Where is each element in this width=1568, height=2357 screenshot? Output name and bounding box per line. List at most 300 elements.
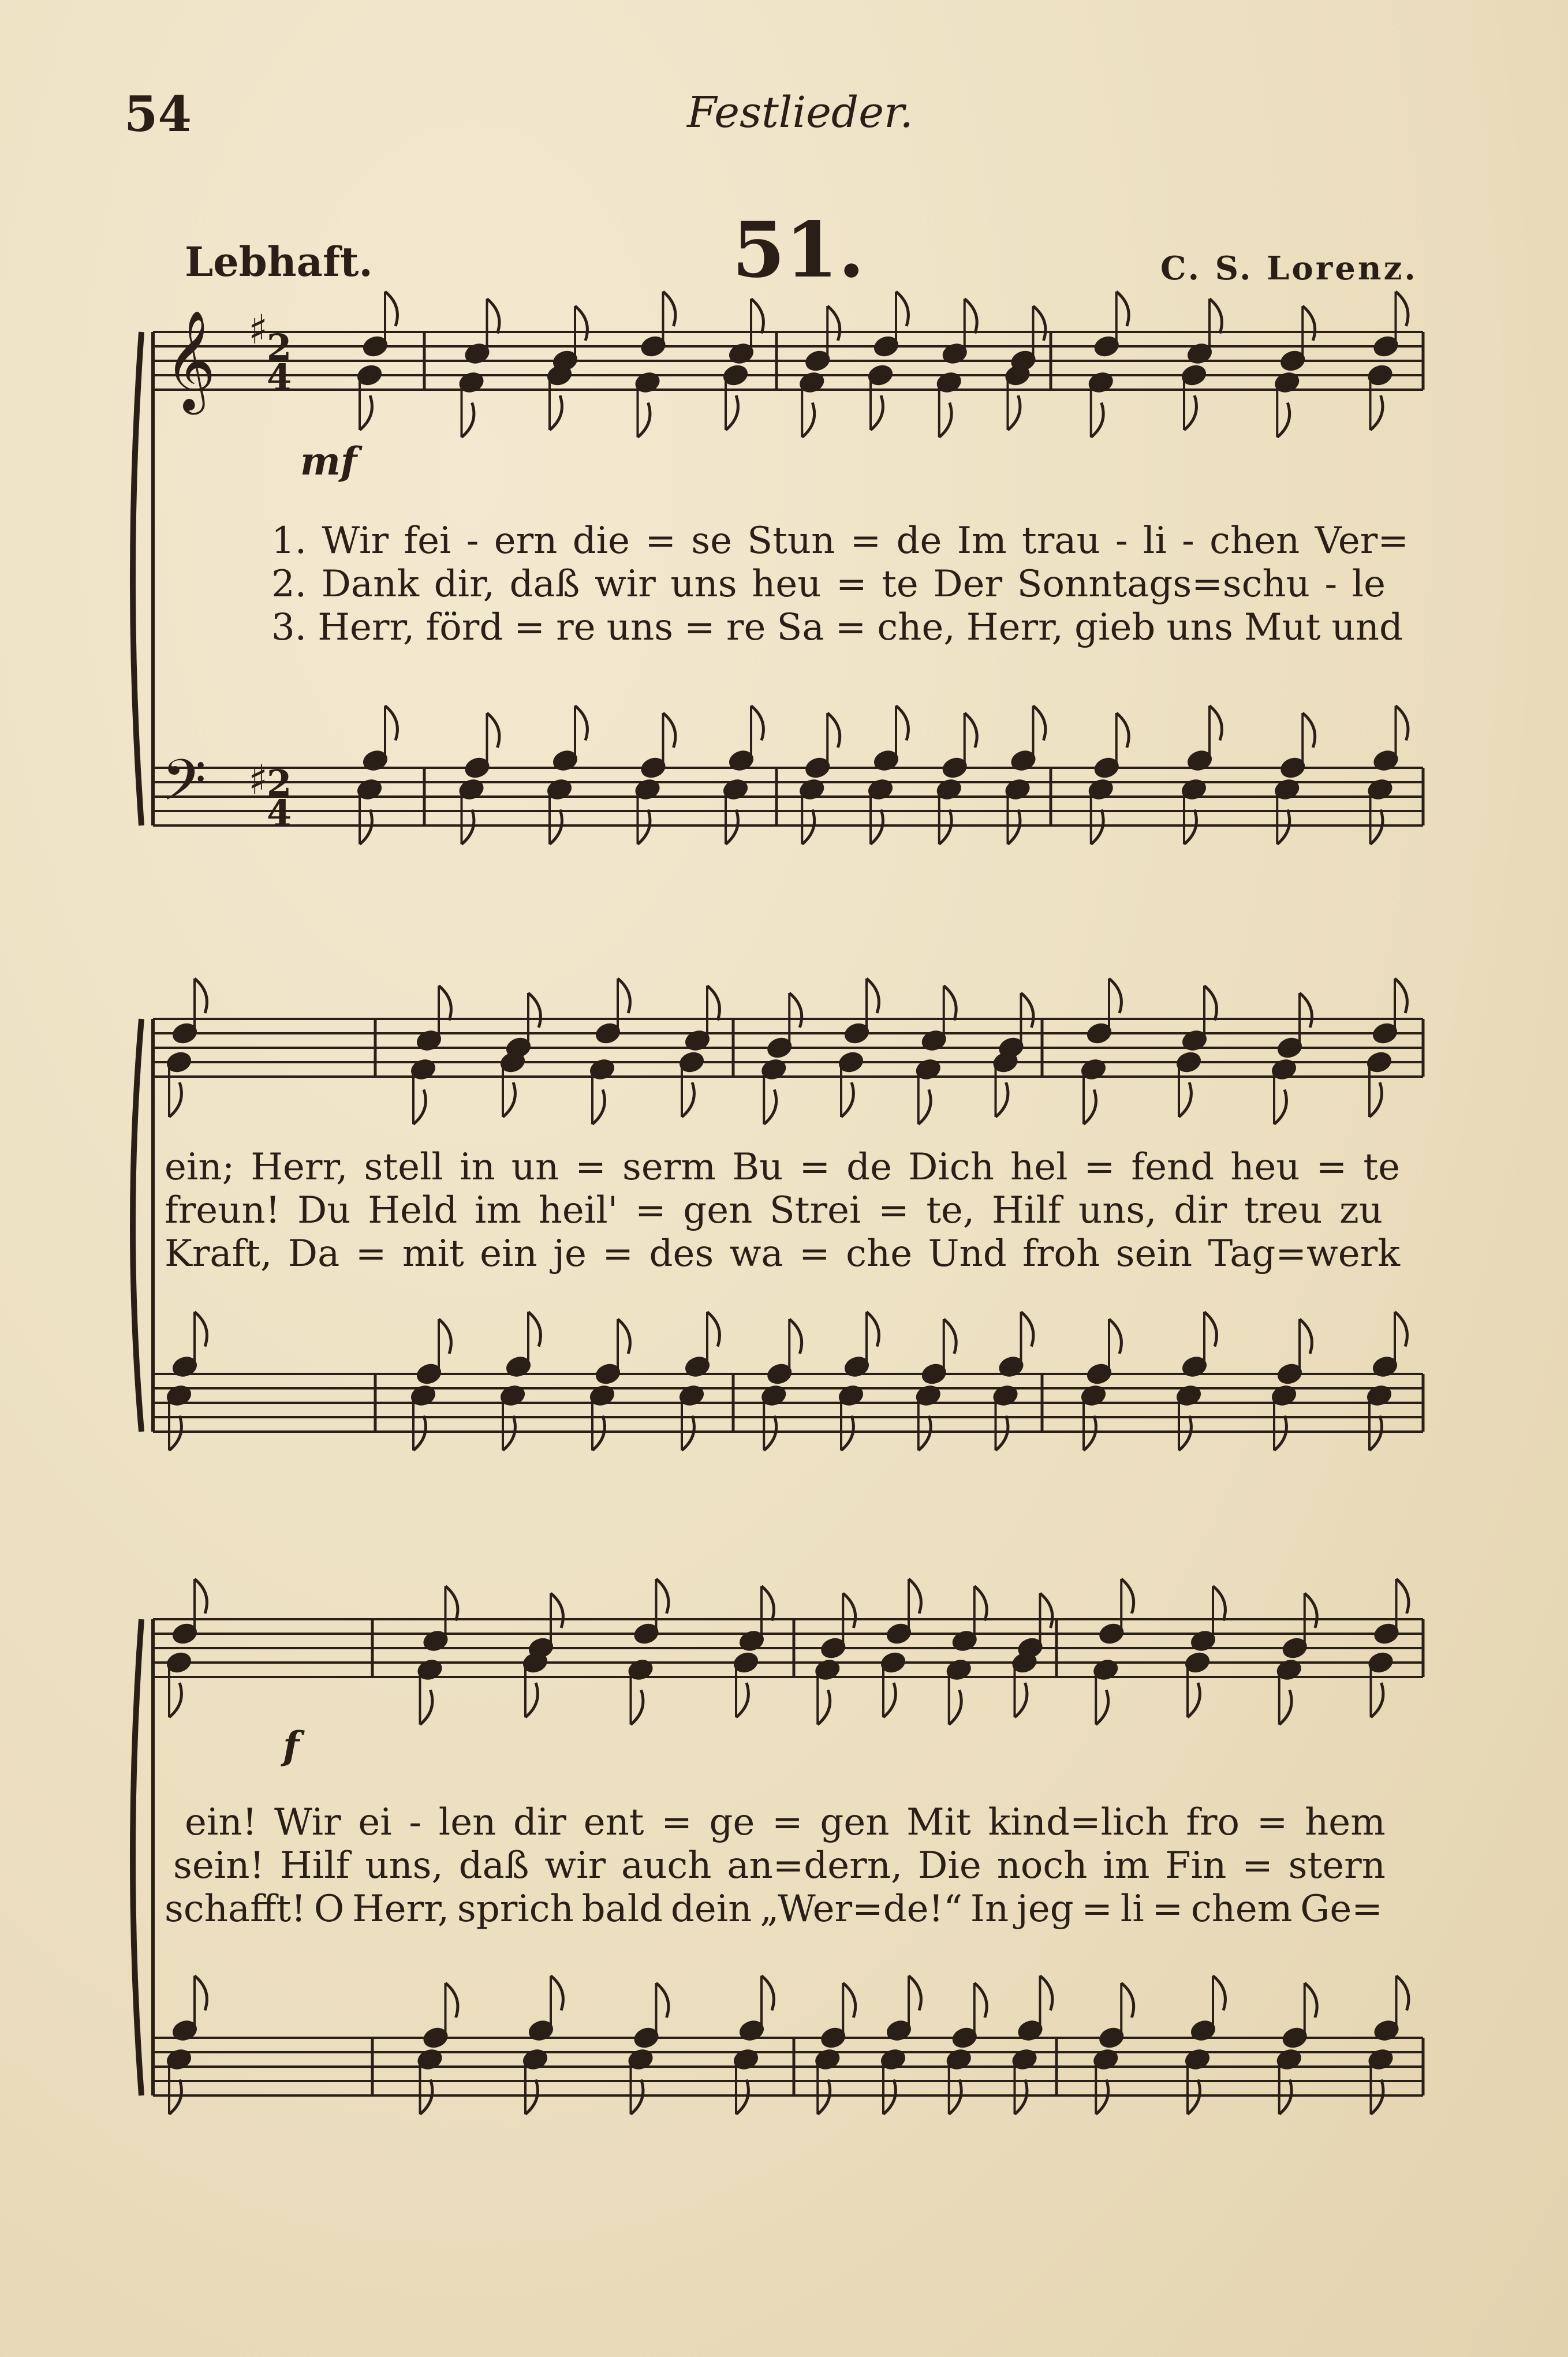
lyric-word: Die <box>918 1844 981 1887</box>
lyric-word: = <box>645 520 676 562</box>
lyric-word: 3. <box>271 606 307 649</box>
lyric-word: le <box>1352 563 1386 606</box>
note-flag <box>1096 2080 1108 2115</box>
lyric-line <box>165 1232 1400 1275</box>
lyric-line <box>173 1844 1386 1887</box>
lyric-word: = <box>835 606 867 649</box>
lyric-word: te <box>1363 1146 1400 1189</box>
lyric-word: Sa <box>776 606 824 649</box>
lyric-word: re <box>726 606 766 649</box>
note-flag <box>413 1416 425 1451</box>
note-flag <box>1204 986 1216 1021</box>
lyric-line <box>165 1888 1383 1930</box>
note-flag <box>944 1319 956 1354</box>
lyric-word: heu <box>752 563 822 606</box>
lyric-word: die <box>572 520 630 562</box>
lyric-word: Ge= <box>1300 1888 1383 1930</box>
note-flag <box>1015 2080 1027 2115</box>
lyric-word: fro <box>1186 1801 1240 1844</box>
lyric-word: = <box>1084 1146 1115 1189</box>
lyric-word: chem <box>1190 1888 1293 1930</box>
lyric-word: im <box>474 1189 522 1232</box>
lyric-word: fei <box>404 520 451 562</box>
system-brace <box>133 1619 141 2095</box>
lyric-word: = <box>1152 1888 1184 1930</box>
lyric-word: Mut <box>1244 606 1321 649</box>
lyric-word: Kraft, <box>165 1232 272 1275</box>
note-flag <box>1179 1082 1191 1117</box>
lyric-word: in <box>459 1146 495 1189</box>
lyric-word: Strei <box>769 1189 861 1232</box>
note-flag <box>195 978 207 1013</box>
note-flag <box>1096 1690 1108 1725</box>
lyric-word: uns <box>670 563 737 606</box>
lyric-word: wir <box>544 1844 606 1887</box>
note-flag <box>487 713 499 748</box>
lyric-word: = <box>1242 1844 1273 1887</box>
lyric-word: sprich <box>457 1888 574 1930</box>
lyric-word: = <box>1316 1146 1347 1189</box>
lyric-word: de <box>896 520 942 562</box>
note-flag <box>726 810 738 845</box>
lyric-word: zu <box>1339 1189 1383 1232</box>
lyric-word: - <box>1115 520 1128 562</box>
time-signature-top: 2 <box>267 762 292 804</box>
note-flag <box>996 1082 1008 1117</box>
note-flag <box>446 1983 458 2018</box>
note-flag <box>1084 1416 1096 1451</box>
lyric-word: - <box>1182 520 1194 562</box>
note-flag <box>1300 1319 1312 1354</box>
lyric-word: len <box>438 1801 496 1844</box>
lyric-word: Tag=werk <box>1208 1232 1400 1275</box>
note-flag <box>663 713 675 748</box>
note-flag <box>169 1683 181 1717</box>
lyric-word: ein <box>480 1232 537 1275</box>
tempo-marking: Lebhaft. <box>185 238 373 286</box>
note-flag <box>939 810 951 845</box>
note-flag <box>618 978 630 1013</box>
lyric-word: = <box>1081 1888 1113 1930</box>
lyric-word: dein <box>670 1888 752 1930</box>
lyric-word: Da <box>288 1232 340 1275</box>
lyric-word: ein; <box>165 1146 235 1189</box>
note-flag <box>1179 1416 1191 1451</box>
note-flag <box>1274 1416 1286 1451</box>
note-flag <box>1302 713 1315 748</box>
note-flag <box>446 1586 458 1621</box>
note-flag <box>1040 1976 1052 2011</box>
note-flag <box>707 1312 719 1347</box>
note-flag <box>1397 1976 1409 2011</box>
note-flag <box>550 810 562 845</box>
note-flag <box>195 1312 207 1347</box>
lyric-word: hem <box>1305 1801 1386 1844</box>
note-flag <box>841 1416 853 1451</box>
lyric-word: - <box>409 1801 422 1844</box>
note-flag <box>503 1416 515 1451</box>
note-flag <box>385 292 397 326</box>
lyric-word: Sonntags=schu <box>1017 563 1310 606</box>
note-flag <box>919 1090 931 1125</box>
note-flag <box>827 306 839 341</box>
lyric-word: un <box>511 1146 559 1189</box>
lyric-word: 2. <box>271 563 307 606</box>
note-flag <box>360 395 372 430</box>
note-flag <box>944 986 956 1021</box>
note-flag <box>965 299 977 334</box>
lyric-word: che <box>846 1232 913 1275</box>
lyric-word: bald <box>581 1888 663 1930</box>
note-flag <box>1008 395 1020 430</box>
note-flag <box>751 299 763 334</box>
lyric-word: = <box>836 563 867 606</box>
note-flag <box>939 403 951 438</box>
lyric-word: ei <box>358 1801 392 1844</box>
lyric-word: serm <box>622 1146 716 1189</box>
note-flag <box>1396 706 1408 741</box>
lyric-word: daß <box>509 563 580 606</box>
lyric-word: li <box>1143 520 1167 562</box>
note-flag <box>1213 1976 1225 2011</box>
lyric-line <box>271 520 1409 562</box>
lyric-word: Du <box>297 1189 351 1232</box>
lyric-word: ent <box>583 1801 644 1844</box>
note-flag <box>1091 403 1103 438</box>
note-flag <box>761 1976 774 2011</box>
lyric-word: förd <box>425 606 503 649</box>
note-flag <box>525 1683 537 1717</box>
lyric-word: mit <box>402 1232 464 1275</box>
note-flag <box>195 1976 207 2011</box>
note-flag <box>1084 1090 1096 1125</box>
note-flag <box>503 1082 515 1117</box>
note-flag <box>896 292 908 326</box>
lyric-word: = <box>878 1189 909 1232</box>
lyric-word: ern <box>494 520 558 562</box>
lyric-word: Dank <box>321 563 420 606</box>
lyric-word: Hilf <box>991 1189 1062 1232</box>
note-flag <box>1277 403 1289 438</box>
lyric-word: jeg <box>1016 1888 1074 1930</box>
note-flag <box>736 1683 748 1717</box>
note-flag <box>871 395 883 430</box>
composer: C. S. Lorenz. <box>1160 249 1418 287</box>
lyric-word: im <box>1103 1844 1150 1887</box>
note-flag <box>1213 1586 1225 1621</box>
sharp-icon: ♯ <box>248 756 268 804</box>
lyric-word: wa <box>729 1232 783 1275</box>
note-flag <box>618 1319 630 1354</box>
note-flag <box>1184 810 1196 845</box>
note-flag <box>592 1090 604 1125</box>
lyric-line <box>165 1146 1400 1189</box>
note-flag <box>169 1416 181 1451</box>
note-flag <box>550 395 562 430</box>
note-flag <box>385 706 397 741</box>
note-flag <box>802 810 814 845</box>
note-flag <box>909 1579 921 1613</box>
note-flag <box>1117 713 1129 748</box>
song-number: 51. <box>732 206 865 295</box>
note-flag <box>1033 706 1046 741</box>
note-flag <box>827 713 839 748</box>
lyric-word: stern <box>1288 1844 1386 1887</box>
note-flag <box>1209 706 1222 741</box>
lyric-word: fend <box>1131 1146 1215 1189</box>
note-flag <box>1305 1593 1317 1628</box>
note-flag <box>1209 299 1222 334</box>
note-flag <box>1184 395 1196 430</box>
lyric-word: schafft! <box>165 1888 306 1930</box>
lyric-word: Hilf <box>279 1844 350 1887</box>
note-flag <box>551 1593 563 1628</box>
note-flag <box>420 2080 432 2115</box>
lyric-word: = <box>684 606 715 649</box>
time-signature-top: 2 <box>267 326 292 368</box>
note-flag <box>413 1090 425 1125</box>
note-flag <box>575 306 587 341</box>
note-flag <box>764 1090 776 1125</box>
lyric-word: Held <box>368 1189 458 1232</box>
note-flag <box>764 1416 776 1451</box>
lyric-word: Herr, <box>352 1888 450 1930</box>
lyric-word: = <box>602 1232 633 1275</box>
lyric-word: heil' <box>538 1189 618 1232</box>
lyric-word: froh <box>1022 1232 1100 1275</box>
note-flag <box>867 1312 879 1347</box>
note-flag <box>843 1593 855 1628</box>
time-signature-bottom: 4 <box>267 356 292 398</box>
note-flag <box>528 1312 540 1347</box>
lyric-word: li <box>1120 1888 1144 1930</box>
lyric-word: chen <box>1209 520 1300 562</box>
note-flag <box>169 1082 181 1117</box>
lyric-word: dir <box>1174 1189 1227 1232</box>
note-flag <box>1015 1683 1027 1717</box>
note-flag <box>1395 978 1407 1013</box>
lyric-word: = <box>514 606 546 649</box>
lyric-word: und <box>1331 606 1403 649</box>
note-flag <box>575 706 587 741</box>
note-flag <box>1109 978 1121 1013</box>
lyric-word: Fin <box>1165 1844 1227 1887</box>
system-brace <box>133 332 141 825</box>
note-flag <box>789 1319 801 1354</box>
lyric-word: Im <box>957 520 1007 562</box>
lyric-word: Herr, <box>251 1146 348 1189</box>
lyric-word: Wir <box>322 520 389 562</box>
note-flag <box>1109 1319 1121 1354</box>
note-flag <box>896 706 908 741</box>
lyric-word: gieb <box>1074 606 1156 649</box>
dynamic-marking: f <box>283 1723 300 1768</box>
note-flag <box>975 1983 987 2018</box>
note-flag <box>1371 1683 1383 1717</box>
lyric-word: dir, <box>434 563 495 606</box>
note-flag <box>638 810 650 845</box>
page-number: 54 <box>124 85 192 143</box>
treble-clef-icon: 𝄞 <box>165 310 216 410</box>
lyric-word: O <box>313 1888 345 1930</box>
note-flag <box>462 403 474 438</box>
note-flag <box>1369 1416 1382 1451</box>
system-brace <box>133 1019 141 1432</box>
note-flag <box>1033 306 1046 341</box>
running-title: Festlieder. <box>687 88 913 137</box>
note-flag <box>736 2080 748 2115</box>
lyric-word: sein! <box>173 1844 265 1887</box>
note-flag <box>487 299 499 334</box>
lyric-word: che, <box>877 606 955 649</box>
note-flag <box>656 1983 669 2018</box>
note-flag <box>551 1976 563 2011</box>
lyric-word: = <box>850 520 882 562</box>
lyric-word: - <box>1324 563 1338 606</box>
lyric-word: = <box>799 1232 830 1275</box>
lyric-word: te <box>882 563 919 606</box>
lyric-word: Stun <box>747 520 835 562</box>
note-flag <box>631 2080 643 2115</box>
note-flag <box>761 1586 774 1621</box>
note-flag <box>1396 292 1408 326</box>
lyric-word: = <box>661 1801 692 1844</box>
lyric-word: 1. <box>271 520 307 562</box>
note-flag <box>817 1690 830 1725</box>
lyric-word: = <box>1256 1801 1288 1844</box>
note-flag <box>1371 395 1383 430</box>
lyric-word: In <box>970 1888 1009 1930</box>
lyric-word: te, <box>926 1189 975 1232</box>
lyric-line <box>165 1189 1383 1232</box>
note-flag <box>592 1416 604 1451</box>
note-flag <box>789 993 801 1028</box>
note-flag <box>707 986 719 1021</box>
note-flag <box>1040 1593 1052 1628</box>
lyric-line <box>271 563 1386 606</box>
note-flag <box>909 1976 921 2011</box>
sharp-icon: ♯ <box>248 306 268 353</box>
lyric-word: Herr, <box>318 606 415 649</box>
note-flag <box>949 2080 961 2115</box>
lyric-word: - <box>466 520 479 562</box>
note-flag <box>751 706 763 741</box>
lyric-word: kind=lich <box>988 1801 1169 1844</box>
note-flag <box>1274 1090 1286 1125</box>
lyric-word: an=dern, <box>727 1844 903 1887</box>
lyric-word: uns <box>1166 606 1233 649</box>
lyric-word: trau <box>1021 520 1100 562</box>
lyric-word: daß <box>458 1844 529 1887</box>
lyric-word: hel <box>1010 1146 1068 1189</box>
time-signature-bottom: 4 <box>267 792 292 834</box>
note-flag <box>1277 810 1289 845</box>
note-flag <box>1121 1579 1133 1613</box>
note-flag <box>883 1683 895 1717</box>
note-flag <box>841 1082 853 1117</box>
note-flag <box>883 2080 895 2115</box>
note-flag <box>919 1416 931 1451</box>
note-flag <box>631 1690 643 1725</box>
lyric-word: je <box>553 1232 587 1275</box>
note-flag <box>682 1416 694 1451</box>
lyric-word: se <box>691 520 732 562</box>
note-flag <box>802 403 814 438</box>
note-flag <box>867 978 879 1013</box>
lyric-word: Herr, <box>966 606 1063 649</box>
note-flag <box>169 2080 181 2115</box>
lyric-word: Mit <box>906 1801 971 1844</box>
note-flag <box>1371 810 1383 845</box>
lyric-word: „Wer=de!“ <box>760 1888 962 1930</box>
note-flag <box>360 810 372 845</box>
lyric-word: = <box>772 1801 803 1844</box>
note-flag <box>525 2080 537 2115</box>
lyric-word: heu <box>1230 1146 1300 1189</box>
note-flag <box>528 993 540 1028</box>
note-flag <box>949 1690 961 1725</box>
lyric-word: re <box>556 606 596 649</box>
note-flag <box>439 986 451 1021</box>
note-flag <box>1091 810 1103 845</box>
note-flag <box>726 395 738 430</box>
note-flag <box>1279 1690 1291 1725</box>
note-flag <box>663 292 675 326</box>
note-flag <box>1395 1312 1407 1347</box>
note-flag <box>1371 2080 1383 2115</box>
lyric-word: gen <box>820 1801 890 1844</box>
lyric-word: stell <box>364 1146 443 1189</box>
lyric-word: = <box>634 1189 666 1232</box>
lyric-word: ein! <box>185 1801 257 1844</box>
note-flag <box>195 1579 207 1613</box>
lyric-word: gen <box>683 1189 753 1232</box>
dynamic-marking: mf <box>300 439 357 484</box>
note-flag <box>1300 993 1312 1028</box>
note-flag <box>638 403 650 438</box>
note-flag <box>1117 292 1129 326</box>
note-flag <box>439 1319 451 1354</box>
lyric-word: Bu <box>732 1146 783 1189</box>
lyric-word: noch <box>996 1844 1088 1887</box>
note-flag <box>1021 993 1033 1028</box>
note-flag <box>1279 2080 1291 2115</box>
note-flag <box>1188 1683 1200 1717</box>
note-flag <box>420 1690 432 1725</box>
lyric-word: freun! <box>165 1189 281 1232</box>
note-flag <box>975 1586 987 1621</box>
note-flag <box>1204 1312 1216 1347</box>
lyric-word: auch <box>621 1844 712 1887</box>
lyric-word: Wir <box>274 1801 341 1844</box>
lyric-word: ge <box>709 1801 755 1844</box>
note-flag <box>1305 1983 1317 2018</box>
lyric-word: uns <box>606 606 674 649</box>
lyric-word: Der <box>933 563 1003 606</box>
note-flag <box>656 1579 669 1613</box>
lyric-line <box>271 606 1403 649</box>
lyric-word: Und <box>928 1232 1007 1275</box>
lyric-word: treu <box>1244 1189 1323 1232</box>
note-flag <box>462 810 474 845</box>
note-flag <box>817 2080 830 2115</box>
lyric-word: Ver= <box>1315 520 1409 562</box>
lyric-word: sein <box>1115 1232 1193 1275</box>
note-flag <box>1021 1312 1033 1347</box>
note-flag <box>682 1082 694 1117</box>
lyric-word: = <box>799 1146 831 1189</box>
note-flag <box>1008 810 1020 845</box>
